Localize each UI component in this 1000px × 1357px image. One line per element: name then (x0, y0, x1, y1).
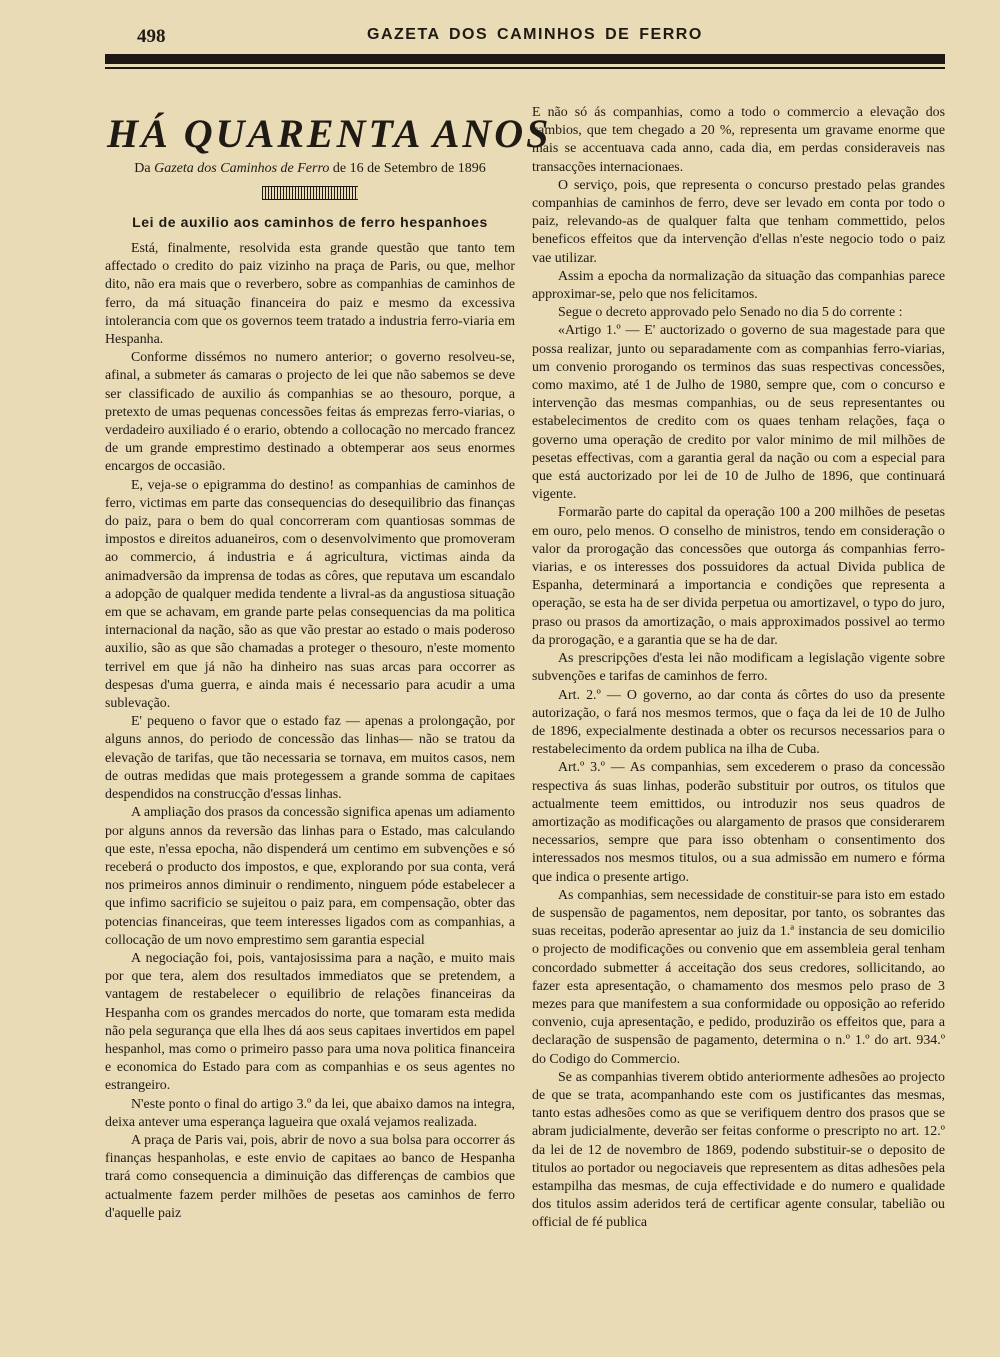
decree-article-2: Art. 2.º — O governo, ao dar conta ás côrtes do uso da presente autorização, o fará nos mesmos termos, que o faça da lei de 10 de Julho de 1896, expecialmente destinada a obter os recursos necessarios para o restabelecimento da ordem publica na ilha de Cuba. (532, 687, 945, 758)
paragraph: N'este ponto o final do artigo 3.º da lei, que abaixo damos na integra, deixa antever uma esperança lagueira que oxalá vejamos realizada. (105, 1096, 515, 1130)
paragraph: Se as companhias tiverem obtido anteriormente adhesões ao projecto de que se trata, acompanhando este com os justificantes das mesmas, tanto estas adhesões como as que se verifiquem dentro dos prasos que se abram judicialmente, deverão ser feitas conforme o prescripto no art. 12.º da lei de 12 de novembro de 1869, podendo substituir-se o deposito de titulos ao portador ou negociaveis que representem as ditas adhesões pela estampilha das mesmas, de cuja effectividade e do numero e qualidade dos titulos assim aderidos terá de certificar agente consular, tabelião ou official de fé publica (532, 1069, 945, 1231)
source-journal-title: Gazeta dos Caminhos de Ferro (154, 161, 330, 176)
left-column (105, 104, 552, 1223)
paragraph: Segue o decreto approvado pelo Senado no dia 5 do corrente : (558, 305, 903, 321)
paragraph: As prescripções d'esta lei não modificam a legislação vigente sobre subvenções e tarifas de caminhos de ferro. (532, 651, 945, 685)
paragraph: A negociação foi, pois, vantajosissima para a nação, e muito mais por que tera, alem dos resultados immediatos que se pretendem, a vantagem de restabelecer o equilibrio de relações financeiras da Hespanha com os grandes mercados do norte, que tomaram esta medida não pela segurança que ella lhes dá aos seus capitaes invertidos em papel hespanhol, mas como o primeiro passo para uma nova politica financeira e economica do Estado para com as companhias e os seus agentes no estrangeiro. (105, 950, 515, 1094)
paragraph: E' pequeno o favor que o estado faz — apenas a prolongação, por alguns annos, do periodo de concessão das linhas— não se tratou da elevação de tarifas, que tão necessaria se tornava, em muitos casos, nem de outras medidas que mais protegessem a grande somma de capitaes despendidos na construcção d'essas linhas. (105, 714, 515, 803)
paragraph: As companhias, sem necessidade de constituir-se para isto em estado de suspensão de pagamentos, nem depositar, por tanto, os sobrantes das suas receitas, poderão apresentar ao juiz da 1.ª instancia de seu domicilio o projecto de modificações ou convenio que em assembleia geral tenham concordado submetter á acceitação dos seus credores, sollicitando, ao fazer esta apresentação, o chamamento dos mesmos pelo praso de 3 mezes para que manifestem a sua conformidade ou opposição ao referido convenio, cuja apresentação, e pedido, produzirão os effeitos que, para a declaração de suspensão de pagamento, determina o n.º 1.º do art. 934.º do Codigo do Commercio. (532, 887, 945, 1067)
source-prefix: Da (134, 161, 155, 176)
header-rule-thin (105, 67, 945, 69)
decree-article-1: «Artigo 1.º — E' auctorizado o governo de sua magestade para que possa realizar, junto ou separadamente com as companhias ferro-viarias, um convenio prorogando os terminos das suas respectivas concessões, como maximo, até 1 de Julho de 1980, sempre que, com o concurso e intervenção das mesmas companhias, ou de seus representantes ou estabelecimentos de credito com os quaes tenham relações, faça o governo uma operação de credito por valor minimo de mil milhões de pesetas effectivas, com a garantia geral da nação ou com a especial para que está auctorizado por lei de 10 de Julho de 1896, que continuará vigente. (532, 323, 945, 503)
article-heading: HÁ QUARENTA ANOS (107, 111, 552, 156)
page-header (105, 22, 945, 48)
article-subtitle: Lei de auxilio aos caminhos de ferro hespanhoes (132, 214, 488, 230)
decree-article-3: Art.º 3.º — As companhias, sem excederem o praso da concessão respectiva ás suas linhas, poderão substituir por outros, os titulos que actualmente teem emittidos, ou introduzir nos seus quadros de amortização as modificações ou alargamento de prasos que considerarem necessarios, sempre que para isso obtenham o consentimento dos interessados nos mesmos titulos, ou a sua admissão em numero e fórma que indica o presente artigo. (532, 760, 945, 885)
ornament-divider (262, 186, 358, 200)
header-rule-thick (105, 54, 945, 64)
paragraph: Está, finalmente, resolvida esta grande questão que tanto tem affectado o credito do paiz vizinho na praça de Paris, ou que, melhor dito, não era mais que o reverbero, sobre as companhias de caminhos de ferro, da má situação financeira do paiz e mesmo da excessiva intolerancia com que os governos teem tratado a industria ferro-viaria em Hespanha. (105, 241, 515, 348)
paragraph: O serviço, pois, que representa o concurso prestado pelas grandes companhias de caminhos de ferro, deve ser levado em conta por todo o paiz, relevando-as de qualquer falta que tenham commettido, pelos beneficos effeitos que da intervenção d'ellas n'este negocio todo o paiz vae utilizar. (532, 177, 945, 266)
paragraph: Conforme dissémos no numero anterior; o governo resolveu-se, afinal, a submeter ás camaras o projecto de lei que não sabemos se deve ser classificado de auxilio ás companhias se ao thesouro, porque, a pretexto de umas pequenas concessões feitas ás emprezas ferro-viarias, o verdadeiro auxiliado é o erario, obtendo a collocação no mercado francez de um grande emprestimo destinado a obtemperar aos seus enormes encargos de occasião. (105, 350, 515, 475)
right-column (532, 104, 945, 1233)
journal-title: GAZETA DOS CAMINHOS DE FERRO (367, 26, 703, 43)
page-number: 498 (137, 26, 166, 47)
paragraph: Formarão parte do capital da operação 100 a 200 milhões de pesetas em ouro, pelo menos. O conselho de ministros, tendo em consideração o valor da prorogação das concessões que outorga ás companhias ferro-viarias, e os interesses dos possuidores da actual Divida publica de Espanha, determinará a importancia e condições que representa a operação, se esta ha de ser divida perpetua ou amortizavel, o typo do juro, praso ou prasos da amortização, o mais approximados possivel ao termo da prorogação, e a garantia que se ha de dar. (532, 505, 945, 648)
paragraph: A praça de Paris vai, pois, abrir de novo a sua bolsa para occorrer ás finanças hespanholas, e este envio de capitaes ao banco de Hespanha trará como consequencia a diminuição das differenças de cambios que actualmente fazem perder milhões de pesetas aos caminhos de ferro d'aquelle paiz (105, 1132, 515, 1221)
paragraph: A ampliação dos prasos da concessão significa apenas um adiamento por alguns annos da reversão das linhas para o Estado, mas calculando que este, n'essa epocha, não dispenderá um centimo em subvenções e só receberá o producto dos impostos, e que, explorando por sua conta, verá nos primeiros annos diminuir o rendimento, ninguem póde estabelecer a que infimo sacrificio se sujeitou o paiz para, em compensação, obter das potencias financeiras, que teem interesses ligados com as companhias, a collocação de um novo emprestimo sem garantia especial (105, 805, 515, 948)
paragraph: Assim a epocha da normalização da situação das companhias parece approximar-se, pelo que nos felicitamos. (532, 268, 945, 303)
paragraph: E não só ás companhias, como a todo o commercio a elevação dos cambios, que tem chegado a 20 %, representa um gravame enorme que mais se accentuava cada anno, cada dia, em perdas consideraveis nas transacções internacionaes. (532, 105, 945, 175)
source-date: de 16 de Setembro de 1896 (329, 161, 486, 176)
article-source-line (105, 160, 515, 178)
paragraph: E, veja-se o epigramma do destino! as companhias de caminhos de ferro, victimas em parte das consequencias do desequilibrio das finanças do paiz, para o bem do qual concorreram com quantiosas sommas de impostos e direitos aduaneiros, com o desenvolvimento que promoveram ao commercio, á industria e á agricultura, victimas ainda da animadversão da imprensa de todas as côres, que reputava um escandalo a adopção de qualquer medida tendente a livral-as da angustiosa situação em que se achavam, em grande parte pelas consequencias da ma politica internacional da nação, são as que vão prestar ao estado o mais poderoso auxilio, são as que são chamadas a proteger o thesouro, n'este momento terrivel em que já não ha dinheiro nas suas arcas para occorrer as despesas d'uma guerra, e ainda mais é necessario para acudir a uma sublevação. (105, 477, 515, 712)
